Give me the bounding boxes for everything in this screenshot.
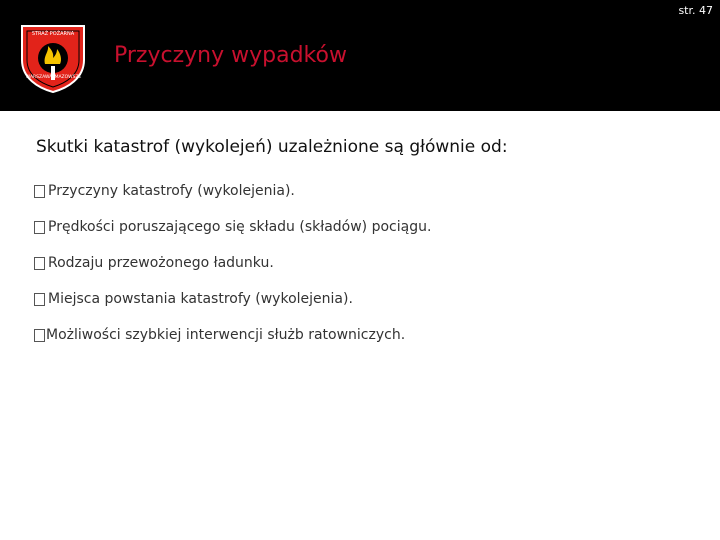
logo-text-bottom-right: MAZOWSZE: [54, 75, 82, 80]
square-bullet-icon: [34, 221, 45, 234]
logo-text-top: STRAŻ POŻARNA: [31, 31, 75, 37]
page-number: str. 47: [678, 4, 713, 17]
list-item-text: Prędkości poruszającego się składu (składów) pociągu.: [48, 219, 432, 235]
square-bullet-icon: [34, 293, 45, 306]
list-item-text: Możliwości szybkiej interwencji służb ratowniczych.: [46, 327, 406, 343]
square-bullet-icon: [34, 257, 45, 270]
list-item: [34, 281, 431, 317]
list-item: [34, 209, 431, 245]
slide-title: Przyczyny wypadków: [114, 43, 347, 68]
square-bullet-icon: [34, 329, 45, 342]
slide-header: [0, 0, 720, 111]
list-item-text: Przyczyny katastrofy (wykolejenia).: [48, 183, 295, 199]
logo-text-bottom-left: WARSZAWA: [25, 75, 53, 80]
content-heading: Skutki katastrof (wykolejeń) uzależnione są głównie od:: [36, 137, 508, 157]
list-item: [34, 245, 431, 281]
square-bullet-icon: [34, 185, 45, 198]
fire-brigade-emblem-icon: [16, 20, 90, 94]
list-item-text: Rodzaju przewożonego ładunku.: [48, 255, 274, 271]
list-item-text: Miejsca powstania katastrofy (wykolejenia).: [48, 291, 353, 307]
list-item: [34, 173, 431, 209]
bullet-list: [34, 173, 431, 353]
list-item: [34, 317, 431, 353]
